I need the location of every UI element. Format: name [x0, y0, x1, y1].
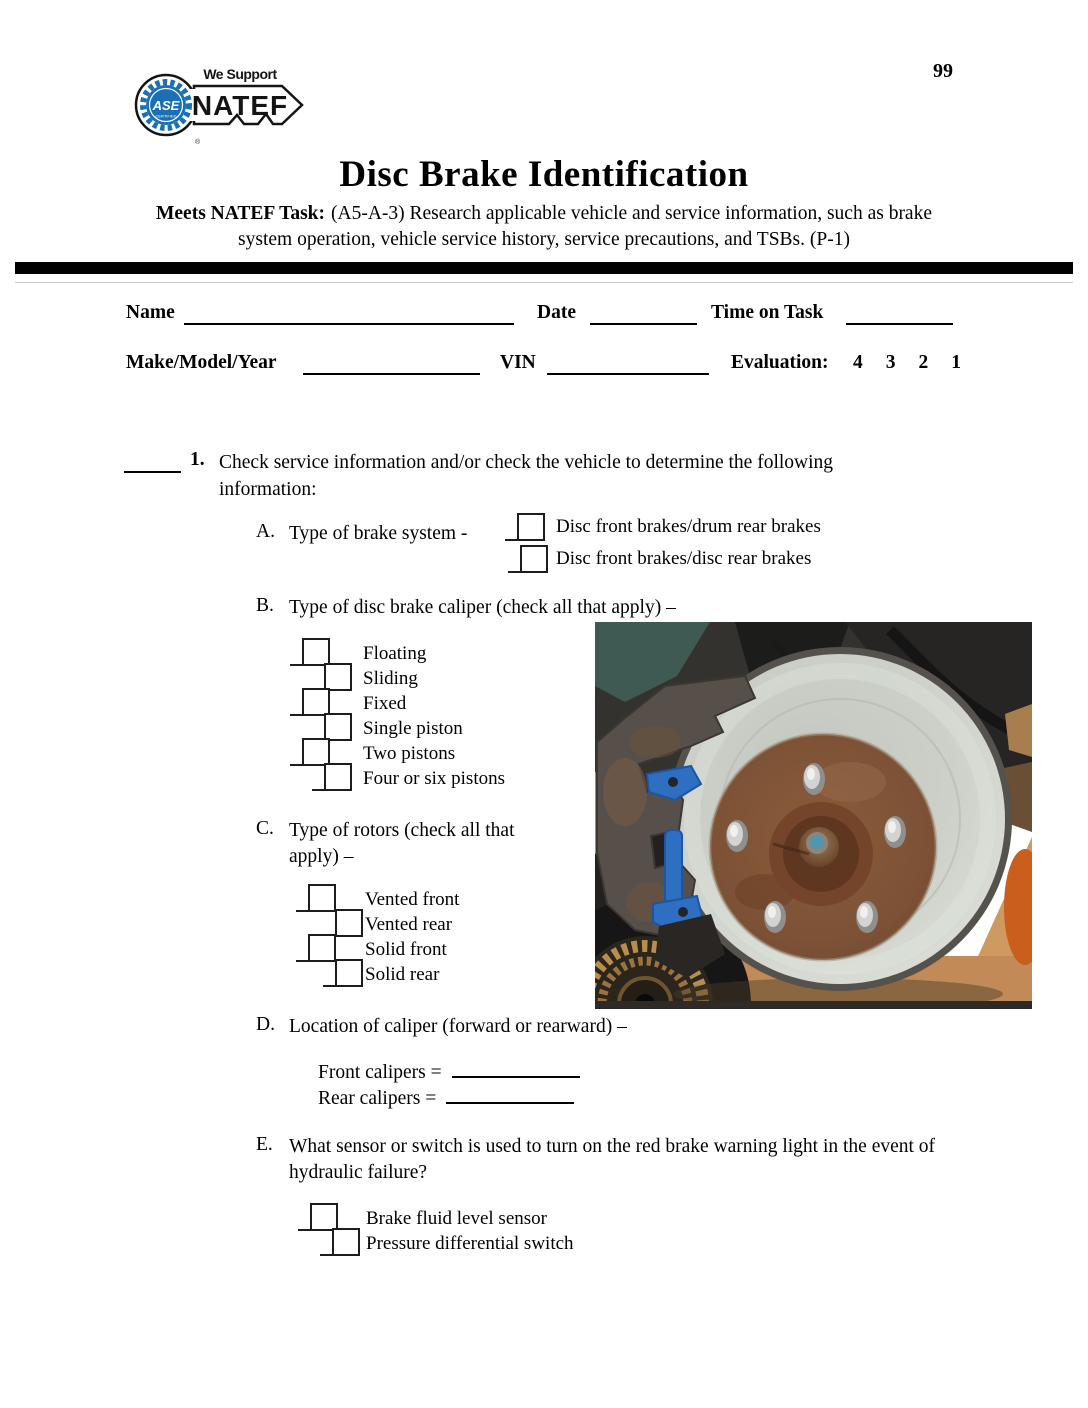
section-d-fields	[318, 1060, 580, 1112]
section-c-letter: C.	[256, 818, 274, 839]
section-a-title: Type of brake system -	[289, 523, 468, 544]
option-label: Solid front	[365, 939, 447, 960]
checkbox[interactable]	[308, 884, 336, 912]
evaluation-value[interactable]: 4	[853, 352, 863, 373]
checkbox[interactable]	[517, 513, 545, 541]
checkbox[interactable]	[324, 763, 352, 791]
front-disc-brake-rotor-and-caliper-photo	[595, 622, 1032, 1009]
hub-center-dot	[810, 835, 824, 849]
field-label: Rear calipers =	[318, 1088, 437, 1109]
evaluation-value[interactable]: 2	[918, 352, 929, 373]
divider-shadow	[15, 282, 1073, 283]
name-blank-line[interactable]	[184, 323, 514, 325]
field-blank-line[interactable]	[452, 1063, 580, 1078]
date-label: Date	[537, 302, 576, 323]
option-label: Disc front brakes/disc rear brakes	[556, 548, 812, 569]
registered-mark: ®	[195, 139, 201, 146]
section-c-options	[295, 887, 459, 987]
section-a-options	[510, 511, 821, 575]
task-text: (A5-A-3) Research applicable vehicle and service information, such as brake system operation, vehicle service history, service precautions, and TSBs. (P-1)	[238, 203, 932, 250]
option-label: Brake fluid level sensor	[366, 1208, 547, 1229]
time-on-task-blank-line[interactable]	[846, 323, 953, 325]
option-label: Solid rear	[365, 964, 440, 985]
field-blank-line[interactable]	[446, 1089, 574, 1104]
ase-certified-text: CERTIFIED	[155, 113, 177, 119]
option-label: Disc front brakes/drum rear brakes	[556, 516, 821, 537]
page-title: Disc Brake Identification	[339, 154, 749, 195]
section-d-title: Location of caliper (forward or rearward) –	[289, 1016, 627, 1037]
natef-task-statement	[128, 201, 960, 253]
section-a-letter: A.	[256, 521, 275, 542]
date-blank-line[interactable]	[590, 323, 697, 325]
evaluation-label: Evaluation:	[731, 352, 829, 373]
option-label: Fixed	[363, 693, 407, 714]
question-1-number: 1.	[190, 449, 205, 470]
section-e-letter: E.	[256, 1134, 273, 1155]
section-c-title: Type of rotors (check all that apply) –	[289, 820, 515, 867]
vin-blank-line[interactable]	[547, 373, 709, 375]
make-model-year-blank-line[interactable]	[303, 373, 480, 375]
checkbox[interactable]	[302, 638, 330, 666]
ase-text: ASE	[152, 98, 180, 113]
option-label: Vented front	[365, 889, 460, 910]
question-1-blank-line[interactable]	[124, 471, 181, 473]
option-row	[295, 937, 459, 962]
checkbox[interactable]	[310, 1203, 338, 1231]
evaluation-value[interactable]: 1	[951, 352, 961, 373]
option-label: Sliding	[363, 668, 418, 689]
option-row	[286, 691, 505, 716]
field-row	[318, 1060, 580, 1086]
name-label: Name	[126, 302, 175, 323]
option-row	[286, 741, 505, 766]
checkbox[interactable]	[335, 909, 363, 937]
checkbox[interactable]	[324, 713, 352, 741]
checkbox[interactable]	[308, 934, 336, 962]
question-1-text: Check service information and/or check the vehicle to determine the following information:	[219, 452, 834, 500]
checkbox[interactable]	[302, 688, 330, 716]
logo-org-name: NATEF	[191, 90, 289, 121]
option-label: Single piston	[363, 718, 463, 739]
evaluation-value[interactable]: 3	[885, 352, 896, 373]
vin-label: VIN	[500, 352, 536, 373]
checkbox[interactable]	[302, 738, 330, 766]
option-row	[286, 641, 505, 666]
page-number: 99	[933, 60, 953, 82]
checkbox[interactable]	[335, 959, 363, 987]
section-b-title: Type of disc brake caliper (check all that apply) –	[289, 597, 676, 618]
option-label: Four or six pistons	[363, 768, 505, 789]
option-row	[304, 1231, 574, 1256]
option-label: Floating	[363, 643, 427, 664]
field-row	[318, 1086, 580, 1112]
checkbox[interactable]	[520, 545, 548, 573]
evaluation-scale	[853, 352, 961, 374]
option-row	[510, 543, 821, 575]
logo-support-text: We Support	[203, 66, 277, 82]
section-b-options	[286, 641, 505, 791]
option-row	[510, 511, 821, 543]
task-label: Meets NATEF Task:	[155, 203, 325, 224]
option-row	[286, 766, 505, 791]
option-label: Vented rear	[365, 914, 453, 935]
make-model-year-label: Make/Model/Year	[126, 352, 277, 373]
photo-bottom-edge	[595, 1001, 1032, 1009]
section-b-letter: B.	[256, 595, 274, 616]
natef-logo	[132, 56, 308, 150]
checkbox[interactable]	[332, 1228, 360, 1256]
checkbox[interactable]	[324, 663, 352, 691]
option-row	[295, 962, 459, 987]
field-label: Front calipers =	[318, 1062, 442, 1083]
option-row	[295, 887, 459, 912]
section-e-options	[304, 1206, 574, 1256]
time-on-task-label: Time on Task	[711, 302, 824, 323]
option-label: Pressure differential switch	[366, 1233, 574, 1254]
option-label: Two pistons	[363, 743, 456, 764]
divider-bar	[15, 262, 1073, 274]
section-d-letter: D.	[256, 1014, 275, 1035]
section-e-title: What sensor or switch is used to turn on the red brake warning light in the event of hydraulic failure?	[289, 1136, 936, 1183]
